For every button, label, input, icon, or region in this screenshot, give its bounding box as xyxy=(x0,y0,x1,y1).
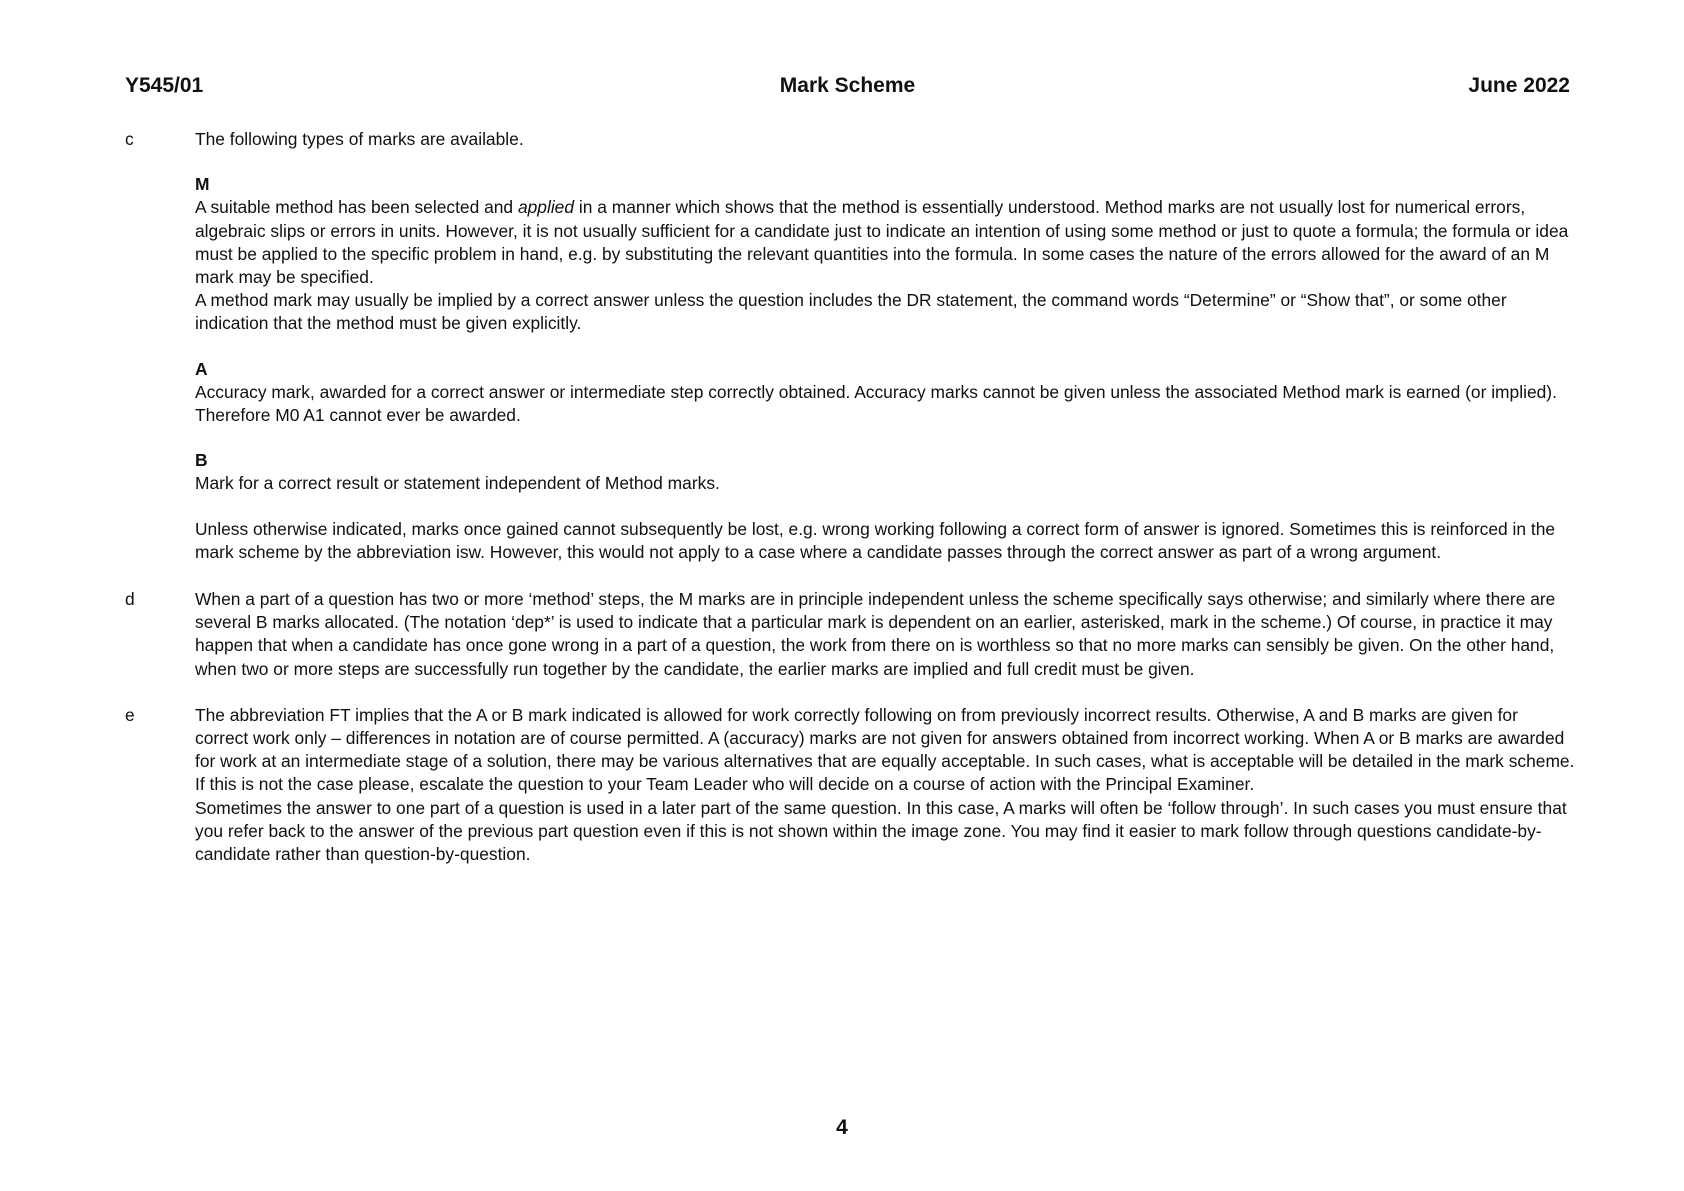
paper-code: Y545/01 xyxy=(125,74,204,97)
section-d xyxy=(125,588,1575,681)
section-letter: c xyxy=(125,129,134,149)
page-number: 4 xyxy=(836,1116,848,1139)
section-c-closing: Unless otherwise indicated, marks once gained cannot subsequently be lost, e.g. wrong working following a correct form of answer is ignored. Sometimes this is reinforced in the mark scheme by the abbreviation isw. However, this would not apply to a case where a candidate passes through the correct answer as part of a wrong argument. xyxy=(195,518,1556,562)
m-mark-heading: M xyxy=(195,174,210,195)
b-mark-heading: B xyxy=(195,450,208,471)
a-mark-heading: A xyxy=(195,358,208,379)
m-mark-description: A suitable method has been selected and applied in a manner which shows that the method is essentially understood. Method marks are not usually lost for numerical errors, algebraic slips or errors in units. However, it is not usually sufficient for a candidate just to indicate an intention of using some method or just to quote a formula; the formula or idea must be applied to the specific problem in hand, e.g. by substituting the relevant quantities into the formula. In some cases the nature of the errors allowed for the award of an M mark may be specified. xyxy=(195,197,1569,288)
section-letter: e xyxy=(125,704,135,725)
page-content xyxy=(125,128,1575,866)
section-letter: d xyxy=(125,589,135,610)
section-e-text-2: Sometimes the answer to one part of a question is used in a later part of the same question. In this case, A marks will often be ‘follow through’. In such cases you must ensure that you refer back to the answer of the previous part question even if this is not shown within the image zone. You may find it easier to mark follow through questions candidate-by-candidate rather than question-by-question. xyxy=(195,797,1567,865)
section-e-text-1: The abbreviation FT implies that the A or B mark indicated is allowed for work correctly following on from previously incorrect results. Otherwise, A and B marks are given for correct work only – differences in notation are of course permitted. A (accuracy) marks are not given for answers obtained from incorrect working. When A or B marks are awarded for work at an intermediate stage of a solution, there may be various alternatives that are equally acceptable. In such cases, what is acceptable will be detailed in the mark scheme. If this is not the case please, escalate the question to your Team Leader who will decide on a course of action with the Principal Examiner. xyxy=(195,704,1575,795)
section-c xyxy=(125,128,1575,564)
page-header xyxy=(125,74,1570,104)
b-mark-description: Mark for a correct result or statement independent of Method marks. xyxy=(195,473,720,494)
a-mark-description: Accuracy mark, awarded for a correct answer or intermediate step correctly obtained. Accuracy marks cannot be given unless the associated Method mark is earned (or implied). Therefore M0 A1 cannot ever be awarded. xyxy=(195,381,1557,426)
emphasis-applied: applied xyxy=(517,197,575,218)
section-c-intro: The following types of marks are available. xyxy=(195,129,524,149)
exam-date: June 2022 xyxy=(1468,74,1570,97)
m-mark-implied-note: A method mark may usually be implied by a correct answer unless the question includes the DR statement, the command words “Determine” or “Show that”, or some other indication that the method must be given explicitly. xyxy=(195,290,1507,334)
document-title: Mark Scheme xyxy=(779,74,916,97)
section-d-text: When a part of a question has two or more ‘method’ steps, the M marks are in principle independent unless the scheme specifically says otherwise; and similarly where there are several B marks allocated. (The notation ‘dep*’ is used to indicate that a particular mark is dependent on an earlier, asterisked, mark in the scheme.) Of course, in practice it may happen that when a candidate has once gone wrong in a part of a question, the work from there on is worthless so that no more marks can sensibly be given. On the other hand, when two or more steps are successfully run together by the candidate, the earlier marks are implied and full credit must be given. xyxy=(195,589,1556,679)
section-e xyxy=(125,704,1575,866)
